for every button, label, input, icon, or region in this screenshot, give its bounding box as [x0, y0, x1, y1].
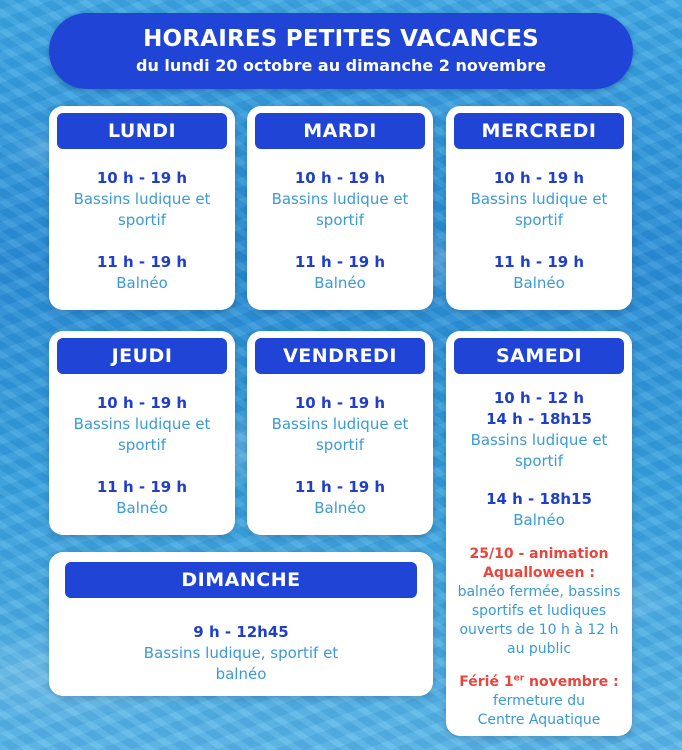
schedule-time: 11 h - 19 h — [294, 253, 386, 271]
schedule-desc: Balnéo — [513, 511, 565, 529]
holiday-title — [452, 673, 626, 692]
schedule-desc: Bassins ludique et sportif — [470, 431, 608, 470]
schedule-desc: Bassins ludique et sportif — [470, 190, 608, 229]
schedule-time: 11 h - 19 h — [493, 253, 585, 271]
day-card-dimanche — [49, 552, 433, 696]
schedule-time: 10 h - 12 h — [493, 389, 585, 407]
schedule-time: 9 h - 12h45 — [193, 623, 289, 641]
schedule-time: 10 h - 19 h — [294, 169, 386, 187]
schedule-desc: Balnéo — [314, 499, 366, 517]
day-header: DIMANCHE — [65, 562, 417, 598]
schedule-desc: Bassins ludique et sportif — [271, 415, 409, 454]
schedule-time: 11 h - 19 h — [96, 478, 188, 496]
schedule-desc: Balnéo — [116, 499, 168, 517]
day-card-jeudi — [49, 331, 235, 535]
day-card-lundi — [49, 106, 235, 310]
schedule-time: 14 h - 18h15 — [486, 490, 592, 508]
day-card-mercredi — [446, 106, 632, 310]
day-card-mardi — [247, 106, 433, 310]
day-card-samedi — [446, 331, 632, 736]
schedule-desc: Balnéo — [116, 274, 168, 292]
holiday-title-sup: er — [513, 673, 525, 684]
schedule-time: 10 h - 19 h — [493, 169, 585, 187]
day-header: LUNDI — [57, 113, 227, 149]
day-header: MARDI — [255, 113, 425, 149]
holiday-title-prefix: Férié 1 — [459, 674, 514, 690]
schedule-time: 10 h - 19 h — [96, 394, 188, 412]
holiday-title-suffix: novembre : — [524, 674, 619, 690]
schedule-time: 10 h - 19 h — [294, 394, 386, 412]
schedule-time: 14 h - 18h15 — [486, 410, 592, 428]
day-header: VENDREDI — [255, 338, 425, 374]
schedule-desc: Bassins ludique et sportif — [271, 190, 409, 229]
page-subtitle: du lundi 20 octobre au dimanche 2 novembre — [136, 56, 546, 75]
schedule-desc: Bassins ludique et sportif — [73, 415, 211, 454]
schedule-time: 11 h - 19 h — [294, 478, 386, 496]
schedule-desc: Bassins ludique, sportif et balnéo — [143, 644, 339, 683]
page-title: HORAIRES PETITES VACANCES — [143, 26, 539, 52]
schedule-desc: Balnéo — [314, 274, 366, 292]
day-header: SAMEDI — [454, 338, 624, 374]
day-card-vendredi — [247, 331, 433, 535]
schedule-time: 10 h - 19 h — [96, 169, 188, 187]
schedule-desc: Bassins ludique et sportif — [73, 190, 211, 229]
header-banner — [49, 13, 633, 89]
schedule-time: 11 h - 19 h — [96, 253, 188, 271]
event-text: balnéo fermée, bassins sportifs et ludiques ouverts de 10 h à 12 h au public — [457, 584, 621, 657]
schedule-desc: Balnéo — [513, 274, 565, 292]
day-header: JEUDI — [57, 338, 227, 374]
holiday-text: fermeture du Centre Aquatique — [477, 693, 601, 728]
day-header: MERCREDI — [454, 113, 624, 149]
event-title: 25/10 - animation Aqualloween : — [469, 546, 609, 581]
